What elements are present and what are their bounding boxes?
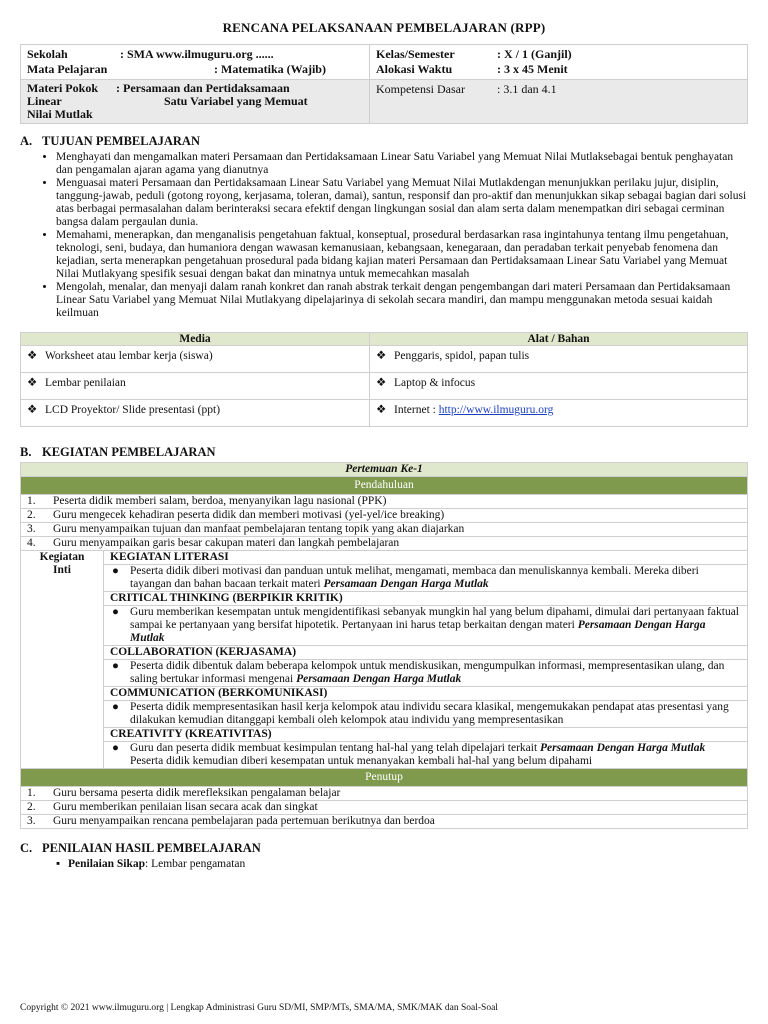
alokasi-value: : 3 x 45 Menit bbox=[497, 62, 568, 76]
collaboration-heading: COLLABORATION (KERJASAMA) bbox=[104, 646, 748, 660]
kd-value: : 3.1 dan 4.1 bbox=[497, 82, 557, 96]
list-item: ● Peserta didik mempresentasikan hasil kerja kelompok atau individu secara klasikal, mengemukakan pendapat atas presentasi yang dilakukan kemudian ditanggapi kembali oleh kelompok atau individu yang mempresentasikan bbox=[104, 701, 748, 728]
table-row: 1. Peserta didik memberi salam, berdoa, menyanyikan lagu nasional (PPK) bbox=[21, 495, 748, 509]
table-row: 3. Guru menyampaikan rencana pembelajaran pada pertemuan berikutnya dan berdoa bbox=[21, 815, 748, 829]
meeting-label: Pertemuan Ke-1 bbox=[21, 463, 748, 477]
alat-header: Alat / Bahan bbox=[370, 333, 748, 346]
critical-heading: CRITICAL THINKING (BERPIKIR KRITIK) bbox=[104, 592, 748, 606]
list-item: • Menguasai materi Persamaan dan Pertidaksamaan Linear Satu Variabel yang Memuat Nilai Mutlakdengan menunjukkan perilaku jujur, disiplin, tanggung-jawab, peduli (gotong royong, kerjasama, toleran, damai), santun, responsif dan pro-aktif dan menunjukkan sikap sebagai bagian dari solusi atas berbagai permasalahan dalam berinteraksi secara efektif dengan lingkungan sosial dan alam serta dalam menempatkan diri sebagai cerminan bangsa dalam pergaulan dunia. bbox=[56, 177, 748, 229]
diamond-bullet-icon: ❖ bbox=[376, 350, 387, 362]
diamond-bullet-icon: ❖ bbox=[27, 404, 38, 416]
list-item: ● Peserta didik diberi motivasi dan panduan untuk melihat, mengamati, membaca dan menuliskannya kembali. Mereka diberi tayangan dan bahan bacaan terkait materi Persamaan Dengan Harga Mutlak bbox=[104, 565, 748, 592]
section-b-heading: B. KEGIATAN PEMBELAJARAN bbox=[20, 445, 216, 459]
mapel-value: : Matematika (Wajib) bbox=[214, 62, 326, 76]
literasi-heading: KEGIATAN LITERASI bbox=[104, 551, 748, 565]
table-row: 4. Guru menyampaikan garis besar cakupan materi dan langkah pembelajaran bbox=[21, 537, 748, 551]
diamond-bullet-icon: ❖ bbox=[376, 404, 387, 416]
objectives-list bbox=[20, 151, 748, 320]
kelas-label: Kelas/Semester bbox=[376, 47, 455, 61]
materi-line3: Nilai Mutlak bbox=[27, 107, 93, 121]
creativity-heading: CREATIVITY (KREATIVITAS) bbox=[104, 728, 748, 742]
list-item: • Menghayati dan mengamalkan materi Persamaan dan Pertidaksamaan Linear Satu Variabel yang Memuat Nilai Mutlaksebagai bentuk penghayatan dan pengamalan ajaran agama yang dianutnya bbox=[56, 151, 748, 177]
penutup-header: Penutup bbox=[21, 769, 748, 787]
identity-table bbox=[20, 44, 748, 124]
list-item: ● Guru dan peserta didik membuat kesimpulan tentang hal-hal yang telah dipelajari terkait Persamaan Dengan Harga Mutlak Peserta didik kemudian diberi kesempatan untuk menanyakan kembali hal-hal yang belum dipahami bbox=[104, 742, 748, 769]
list-item: ● Guru memberikan kesempatan untuk mengidentifikasi sebanyak mungkin hal yang belum dipahami, dimulai dari pertanyaan faktual sampai ke pertanyaan yang bersifat hipotetik. Pertanyaan ini harus tetap berkaitan dengan materi Persamaan Dengan Harga Mutlak bbox=[104, 606, 748, 646]
alokasi-label: Alokasi Waktu bbox=[376, 62, 453, 76]
section-c-heading: C. PENILAIAN HASIL PEMBELAJARAN bbox=[20, 841, 261, 855]
document-page bbox=[20, 0, 748, 1013]
mapel-label: Mata Pelajaran bbox=[27, 62, 108, 76]
table-row: ❖ Lembar penilaian bbox=[21, 373, 370, 400]
table-row: 2. Guru mengecek kehadiran peserta didik dan memberi motivasi (yel-yel/ice breaking) bbox=[21, 509, 748, 523]
communication-heading: COMMUNICATION (BERKOMUNIKASI) bbox=[104, 687, 748, 701]
sekolah-value: : SMA www.ilmuguru.org ...... bbox=[120, 47, 274, 61]
table-row: 3. Guru menyampaikan tujuan dan manfaat pembelajaran tentang topik yang akan diajarkan bbox=[21, 523, 748, 537]
table-row: 1. Guru bersama peserta didik merefleksikan pengalaman belajar bbox=[21, 787, 748, 801]
list-item: ▪ Penilaian Sikap: Lembar pengamatan bbox=[56, 858, 246, 870]
document-title: RENCANA PELAKSANAAN PEMBELAJARAN (RPP) bbox=[222, 20, 546, 35]
media-header: Media bbox=[21, 333, 370, 346]
materi-line1: : Persamaan dan Pertidaksamaan bbox=[116, 81, 290, 95]
footer-copyright: Copyright © 2021 www.ilmuguru.org | Lengkap Administrasi Guru SD/MI, SMP/MTs, SMA/MA, SMK/MAK dan Soal-Soal bbox=[20, 1003, 498, 1013]
diamond-bullet-icon: ❖ bbox=[27, 377, 38, 389]
kelas-value: : X / 1 (Ganjil) bbox=[497, 47, 572, 61]
ilmuguru-link[interactable]: http://www.ilmuguru.org bbox=[438, 404, 554, 416]
list-item: • Mengolah, menalar, dan menyaji dalam ranah konkret dan ranah abstrak terkait dengan pengembangan dari materi Persamaan dan Pertidaksamaan Linear Satu Variabel yang Memuat Nilai Mutlakyang dipelajarinya di sekolah secara mandiri, dan mampu menggunakan metoda sesuai kaidah keilmuan bbox=[56, 281, 748, 320]
section-a-heading: A. TUJUAN PEMBELAJARAN bbox=[20, 134, 200, 148]
diamond-bullet-icon: ❖ bbox=[376, 377, 387, 389]
materi-line2a: Linear bbox=[27, 94, 62, 108]
assessment-list bbox=[20, 858, 748, 871]
materi-label: Materi Pokok bbox=[27, 81, 98, 95]
table-row: 2. Guru memberikan penilaian lisan secara acak dan singkat bbox=[21, 801, 748, 815]
square-bullet-icon: ▪ bbox=[56, 858, 61, 870]
media-table: Media Alat / Bahan ❖ Worksheet atau lembar kerja (siswa) ❖ Penggaris, spidol, papan tulis ❖ Lembar penilaian ❖ Laptop & infocus ❖ LCD Proyektor/ Slide presentasi (ppt) ❖ Internet : http://www.ilmuguru.org bbox=[20, 332, 748, 427]
kegiatan-inti-label: Kegiatan Inti bbox=[21, 551, 104, 769]
pendahuluan-header: Pendahuluan bbox=[21, 477, 748, 495]
materi-line2b: Satu Variabel yang Memuat bbox=[164, 94, 308, 108]
table-row: ❖ LCD Proyektor/ Slide presentasi (ppt) bbox=[21, 400, 370, 427]
diamond-bullet-icon: ❖ bbox=[27, 350, 38, 362]
kd-label: Kompetensi Dasar bbox=[376, 82, 465, 96]
table-row: ❖ Worksheet atau lembar kerja (siswa) bbox=[21, 346, 370, 373]
list-item: • Memahami, menerapkan, dan menganalisis pengetahuan faktual, konseptual, prosedural berdasarkan rasa ingintahunya tentang ilmu pengetahuan, teknologi, seni, budaya, dan humaniora dengan wawasan kemanusiaan, kebangsaan, kenegaraan, dan peradaban terkait penyebab fenomena dan kejadian, serta menerapkan pengetahuan prosedural pada bidang kajian materi Persamaan dan Pertidaksamaan Linear Satu Variabel yang Memuat Nilai Mutlakyang spesifik sesuai dengan bakat dan minatnya untuk memecahkan masalah bbox=[56, 229, 748, 281]
activities-table bbox=[20, 462, 748, 829]
sekolah-label: Sekolah bbox=[27, 47, 68, 61]
list-item: ● Peserta didik dibentuk dalam beberapa kelompok untuk mendiskusikan, mengumpulkan informasi, mempresentasikan ulang, dan saling bertukar informasi mengenai Persamaan Dengan Harga Mutlak bbox=[104, 660, 748, 687]
